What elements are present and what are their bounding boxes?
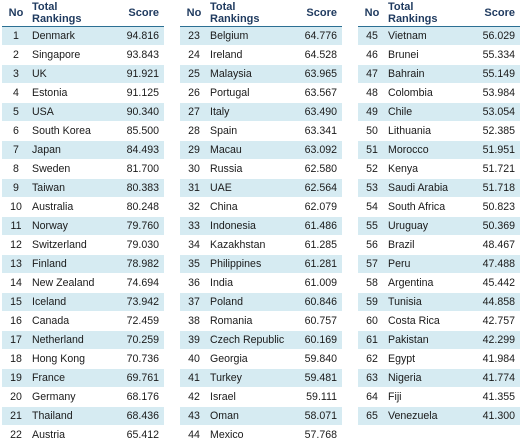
table-row [2,236,164,255]
rank-number: 14 [2,274,30,293]
header-total-rankings: Total Rankings [208,0,288,27]
country-name: Australia [30,198,110,217]
score-value: 84.493 [110,141,164,160]
rank-number: 58 [358,274,386,293]
table-row [180,217,342,236]
table-row [2,255,164,274]
rankings-table-2 [180,0,342,445]
country-name: Oman [208,407,288,426]
rank-number: 63 [358,369,386,388]
table-row [180,426,342,445]
rank-number: 64 [358,388,386,407]
country-name: Switzerland [30,236,110,255]
table-row [358,331,520,350]
score-value: 78.982 [110,255,164,274]
rank-number: 8 [2,160,30,179]
country-name: Malaysia [208,65,288,84]
country-name: UAE [208,179,288,198]
country-name: Denmark [30,27,110,46]
rank-number: 49 [358,103,386,122]
score-value: 50.823 [466,198,520,217]
rank-number: 33 [180,217,208,236]
score-value: 59.840 [288,350,342,369]
rank-number: 12 [2,236,30,255]
rank-number: 1 [2,27,30,46]
country-name: USA [30,103,110,122]
rank-number: 45 [358,27,386,46]
score-value: 52.385 [466,122,520,141]
rank-number: 39 [180,331,208,350]
rank-number: 34 [180,236,208,255]
table-row [358,27,520,46]
table-body [180,27,342,445]
score-value: 59.111 [288,388,342,407]
rank-number: 52 [358,160,386,179]
score-value: 65.412 [110,426,164,445]
score-value: 64.776 [288,27,342,46]
country-name: Poland [208,293,288,312]
table-row [180,407,342,426]
country-name: Israel [208,388,288,407]
country-name: Turkey [208,369,288,388]
rank-number: 28 [180,122,208,141]
score-value: 45.442 [466,274,520,293]
table-row [2,198,164,217]
header-no: No [2,0,30,27]
score-value: 70.736 [110,350,164,369]
country-name: India [208,274,288,293]
score-value: 56.029 [466,27,520,46]
score-value: 63.490 [288,103,342,122]
score-value: 80.383 [110,179,164,198]
rankings-table [180,0,342,445]
country-name: Uruguay [386,217,466,236]
rank-number: 38 [180,312,208,331]
country-name: Czech Republic [208,331,288,350]
score-value: 42.299 [466,331,520,350]
country-name: Singapore [30,46,110,65]
rank-number: 15 [2,293,30,312]
country-name: South Korea [30,122,110,141]
table-row [2,426,164,445]
table-row [2,274,164,293]
score-value: 60.846 [288,293,342,312]
country-name: Egypt [386,350,466,369]
score-value: 61.285 [288,236,342,255]
rank-number: 55 [358,217,386,236]
table-row [358,179,520,198]
table-row [180,84,342,103]
country-name: Peru [386,255,466,274]
score-value: 60.757 [288,312,342,331]
rank-number: 43 [180,407,208,426]
score-value: 63.965 [288,65,342,84]
rank-number: 29 [180,141,208,160]
score-value: 41.774 [466,369,520,388]
country-name: Chile [386,103,466,122]
country-name: Russia [208,160,288,179]
table-row [180,312,342,331]
score-value: 69.761 [110,369,164,388]
rank-number: 56 [358,236,386,255]
rank-number: 32 [180,198,208,217]
header-total-rankings: Total Rankings [30,0,110,27]
country-name: France [30,369,110,388]
table-row [2,27,164,46]
table-row [358,217,520,236]
table-row [180,388,342,407]
score-value: 63.341 [288,122,342,141]
table-row [358,274,520,293]
country-name: New Zealand [30,274,110,293]
rank-number: 16 [2,312,30,331]
header-no: No [358,0,386,27]
score-value: 48.467 [466,236,520,255]
country-name: Bahrain [386,65,466,84]
country-name: Romania [208,312,288,331]
table-header-row [180,0,342,27]
score-value: 81.700 [110,160,164,179]
header-score: Score [466,0,520,27]
table-row [2,103,164,122]
country-name: Finland [30,255,110,274]
rank-number: 3 [2,65,30,84]
rank-number: 47 [358,65,386,84]
country-name: Spain [208,122,288,141]
rank-number: 2 [2,46,30,65]
score-value: 62.564 [288,179,342,198]
score-value: 85.500 [110,122,164,141]
table-row [180,350,342,369]
table-body [358,27,520,426]
table-row [180,103,342,122]
rank-number: 44 [180,426,208,445]
table-row [2,160,164,179]
score-value: 55.149 [466,65,520,84]
rank-number: 41 [180,369,208,388]
country-name: Morocco [386,141,466,160]
rank-number: 9 [2,179,30,198]
score-value: 51.718 [466,179,520,198]
rank-number: 35 [180,255,208,274]
score-value: 73.942 [110,293,164,312]
score-value: 63.567 [288,84,342,103]
table-row [180,331,342,350]
table-header-row [2,0,164,27]
country-name: Kazakhstan [208,236,288,255]
header-no: No [180,0,208,27]
score-value: 79.030 [110,236,164,255]
table-row [2,46,164,65]
table-row [2,350,164,369]
table-row [358,293,520,312]
rank-number: 19 [2,369,30,388]
country-name: Austria [30,426,110,445]
rank-number: 18 [2,350,30,369]
country-name: Brazil [386,236,466,255]
country-name: Tunisia [386,293,466,312]
header-total-rankings: Total Rankings [386,0,466,27]
country-name: Norway [30,217,110,236]
rankings-table [358,0,520,426]
country-name: Japan [30,141,110,160]
rank-number: 37 [180,293,208,312]
rank-number: 40 [180,350,208,369]
score-value: 94.816 [110,27,164,46]
score-value: 72.459 [110,312,164,331]
rank-number: 17 [2,331,30,350]
country-name: Canada [30,312,110,331]
table-row [180,274,342,293]
table-row [2,65,164,84]
country-name: Lithuania [386,122,466,141]
table-row [358,160,520,179]
table-row [180,65,342,84]
table-row [2,331,164,350]
table-row [180,255,342,274]
country-name: Nigeria [386,369,466,388]
rank-number: 59 [358,293,386,312]
country-name: Costa Rica [386,312,466,331]
table-row [358,198,520,217]
table-row [2,84,164,103]
rank-number: 57 [358,255,386,274]
rank-number: 10 [2,198,30,217]
score-value: 93.843 [110,46,164,65]
score-value: 61.486 [288,217,342,236]
score-value: 60.169 [288,331,342,350]
country-name: Belgium [208,27,288,46]
rank-number: 31 [180,179,208,198]
country-name: Vietnam [386,27,466,46]
country-name: Netherland [30,331,110,350]
country-name: Philippines [208,255,288,274]
rank-number: 27 [180,103,208,122]
country-name: Fiji [386,388,466,407]
score-value: 53.984 [466,84,520,103]
table-row [358,388,520,407]
country-name: Mexico [208,426,288,445]
table-row [2,388,164,407]
table-row [358,122,520,141]
country-name: Colombia [386,84,466,103]
country-name: China [208,198,288,217]
table-row [180,198,342,217]
rank-number: 30 [180,160,208,179]
table-row [2,293,164,312]
country-name: Portugal [208,84,288,103]
rank-number: 50 [358,122,386,141]
country-name: Indonesia [208,217,288,236]
table-row [2,122,164,141]
rank-number: 5 [2,103,30,122]
rank-number: 11 [2,217,30,236]
country-name: Germany [30,388,110,407]
table-row [2,141,164,160]
score-value: 63.092 [288,141,342,160]
score-value: 90.340 [110,103,164,122]
rank-number: 6 [2,122,30,141]
score-value: 68.176 [110,388,164,407]
rankings-table-3 [358,0,520,426]
rank-number: 61 [358,331,386,350]
table-row [180,141,342,160]
table-header-row [358,0,520,27]
table-row [358,141,520,160]
rank-number: 4 [2,84,30,103]
score-value: 51.951 [466,141,520,160]
score-value: 64.528 [288,46,342,65]
score-value: 58.071 [288,407,342,426]
rankings-table-1 [2,0,164,445]
table-row [358,65,520,84]
table-row [358,84,520,103]
table-row [358,103,520,122]
score-value: 41.355 [466,388,520,407]
rank-number: 53 [358,179,386,198]
header-score: Score [288,0,342,27]
table-row [358,407,520,426]
table-row [180,122,342,141]
rank-number: 25 [180,65,208,84]
table-row [180,179,342,198]
rank-number: 7 [2,141,30,160]
rank-number: 46 [358,46,386,65]
score-value: 55.334 [466,46,520,65]
country-name: Hong Kong [30,350,110,369]
table-row [358,46,520,65]
rankings-table [2,0,164,445]
score-value: 57.768 [288,426,342,445]
rank-number: 20 [2,388,30,407]
score-value: 70.259 [110,331,164,350]
country-name: Macau [208,141,288,160]
rank-number: 36 [180,274,208,293]
score-value: 61.009 [288,274,342,293]
table-row [358,312,520,331]
rank-number: 48 [358,84,386,103]
table-row [358,255,520,274]
score-value: 44.858 [466,293,520,312]
country-name: Thailand [30,407,110,426]
score-value: 53.054 [466,103,520,122]
country-name: UK [30,65,110,84]
table-row [2,407,164,426]
score-value: 62.580 [288,160,342,179]
rank-number: 51 [358,141,386,160]
country-name: South Africa [386,198,466,217]
country-name: Saudi Arabia [386,179,466,198]
country-name: Brunei [386,46,466,65]
score-value: 74.694 [110,274,164,293]
score-value: 59.481 [288,369,342,388]
score-value: 91.921 [110,65,164,84]
country-name: Italy [208,103,288,122]
table-row [2,312,164,331]
rank-number: 24 [180,46,208,65]
rank-number: 22 [2,426,30,445]
score-value: 91.125 [110,84,164,103]
table-row [180,46,342,65]
rank-number: 62 [358,350,386,369]
table-row [180,369,342,388]
score-value: 68.436 [110,407,164,426]
score-value: 41.300 [466,407,520,426]
table-row [358,369,520,388]
country-name: Venezuela [386,407,466,426]
table-row [358,236,520,255]
table-body [2,27,164,445]
country-name: Argentina [386,274,466,293]
table-row [358,350,520,369]
score-value: 50.369 [466,217,520,236]
rank-number: 21 [2,407,30,426]
rank-number: 42 [180,388,208,407]
table-row [2,369,164,388]
country-name: Estonia [30,84,110,103]
table-row [2,217,164,236]
country-name: Georgia [208,350,288,369]
rank-number: 13 [2,255,30,274]
country-name: Ireland [208,46,288,65]
table-row [180,236,342,255]
table-row [180,293,342,312]
score-value: 62.079 [288,198,342,217]
country-name: Kenya [386,160,466,179]
rank-number: 23 [180,27,208,46]
score-value: 80.248 [110,198,164,217]
table-row [180,27,342,46]
rank-number: 65 [358,407,386,426]
score-value: 61.281 [288,255,342,274]
rank-number: 54 [358,198,386,217]
country-name: Sweden [30,160,110,179]
country-name: Taiwan [30,179,110,198]
score-value: 41.984 [466,350,520,369]
country-name: Pakistan [386,331,466,350]
country-name: Iceland [30,293,110,312]
rank-number: 26 [180,84,208,103]
header-score: Score [110,0,164,27]
score-value: 42.757 [466,312,520,331]
score-value: 79.760 [110,217,164,236]
score-value: 51.721 [466,160,520,179]
table-row [2,179,164,198]
rank-number: 60 [358,312,386,331]
score-value: 47.488 [466,255,520,274]
table-row [180,160,342,179]
